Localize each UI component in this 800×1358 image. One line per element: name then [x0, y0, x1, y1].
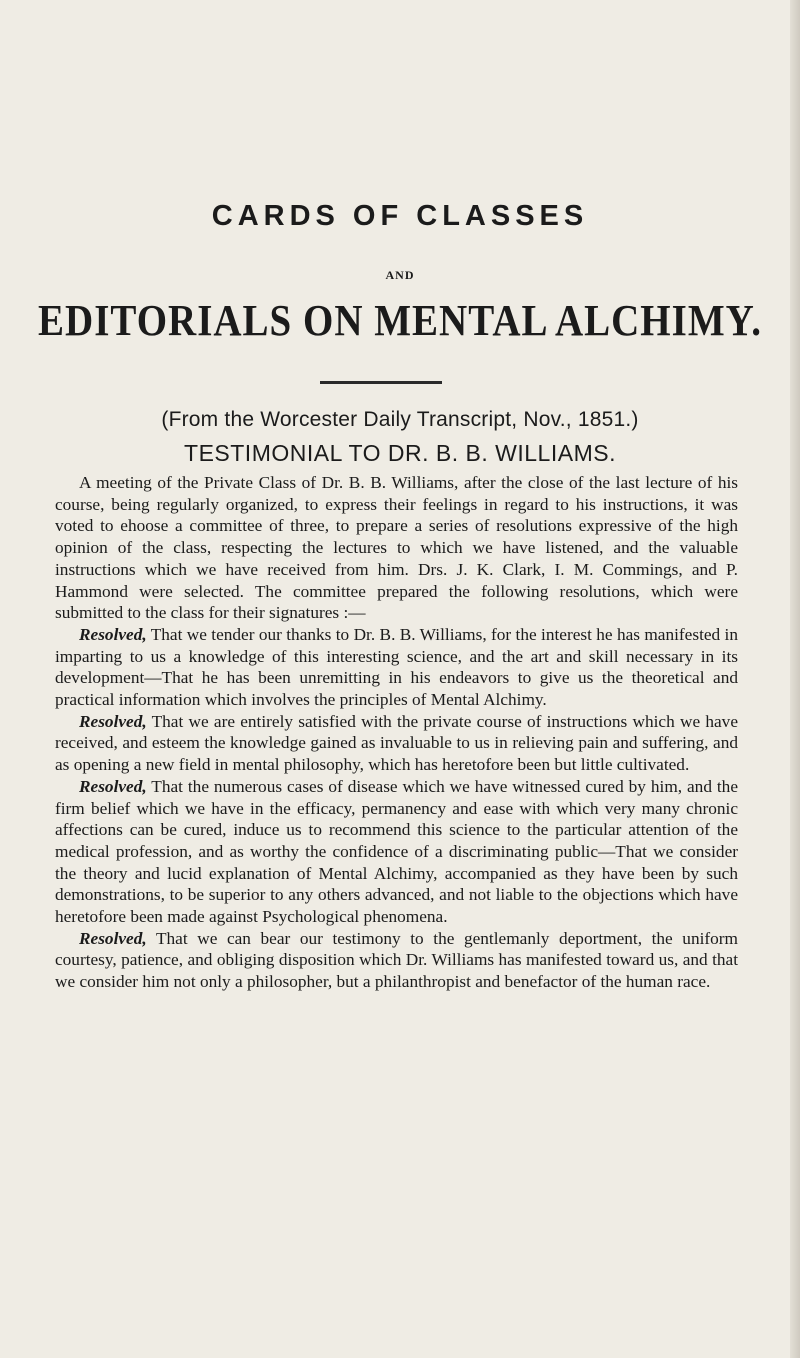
title-cards-of-classes: CARDS OF CLASSES — [211, 200, 589, 232]
resolved-label: Resolved, — [79, 624, 147, 644]
resolution-text: That the numerous cases of disease which we have witnessed cured by him, and the firm belief which we have in the efficacy, permanency and ease with which very many chronic affections can be cured, induce us to recommend this science to the particular attention of the medical profession, and as worthy the confidence of a discriminating public—That we consider the theory and lucid explanation of Mental Alchimy, accompanied as they have been by such demonstrations, to be superior to any others advanced, and not liable to the objections which have heretofore been made against Psychological phenomena. — [55, 776, 738, 927]
resolution-text: That we are entirely satisfied with the private course of instructions which we have received, and esteem the knowledge gained as invaluable to us in relieving pain and suffering, and as opening a new field in mental philosophy, which has heretofore been but little cultivated. — [55, 711, 738, 775]
resolution-paragraph — [55, 776, 738, 928]
resolved-label: Resolved, — [79, 776, 147, 796]
resolution-paragraph — [55, 711, 738, 776]
resolved-label: Resolved, — [79, 928, 147, 948]
title-editorials: EDITORIALS ON MENTAL ALCHIMY. — [38, 295, 762, 346]
divider-rule — [320, 381, 442, 384]
article-body — [55, 472, 738, 993]
resolved-label: Resolved, — [79, 711, 147, 731]
resolution-paragraph — [55, 928, 738, 993]
title-and: AND — [385, 268, 415, 282]
intro-paragraph: A meeting of the Private Class of Dr. B. B. Williams, after the close of the last lecture of his course, being regularly organized, to express their feelings in regard to his instructions, it was voted to ehoose a committee of three, to prepare a series of resolutions expressive of the high opinion of the class, respecting the lectures to which we have listened, and the valuable instructions which we have received from him. Drs. J. K. Clark, I. M. Commings, and P. Hammond were selected. The committee prepared the following resolutions, which were submitted to the class for their signatures :— — [55, 473, 738, 623]
source-citation: (From the Worcester Daily Transcript, Nov., 1851.) — [161, 408, 639, 431]
testimonial-title: TESTIMONIAL TO DR. B. B. WILLIAMS. — [184, 440, 616, 466]
resolution-text: That we can bear our testimony to the gentlemanly deportment, the uniform courtesy, patience, and obliging disposition which Dr. Williams has manifested toward us, and that we consider him not only a philosopher, but a philanthropist and benefactor of the human race. — [55, 928, 738, 992]
resolution-paragraph — [55, 624, 738, 711]
resolution-text: That we tender our thanks to Dr. B. B. Williams, for the interest he has manifested in imparting to us a knowledge of this interesting science, and the art and skill necessary in its development—That he has been unremitting in his endeavors to give us the theoretical and practical information which involves the principles of Mental Alchimy. — [55, 624, 738, 710]
